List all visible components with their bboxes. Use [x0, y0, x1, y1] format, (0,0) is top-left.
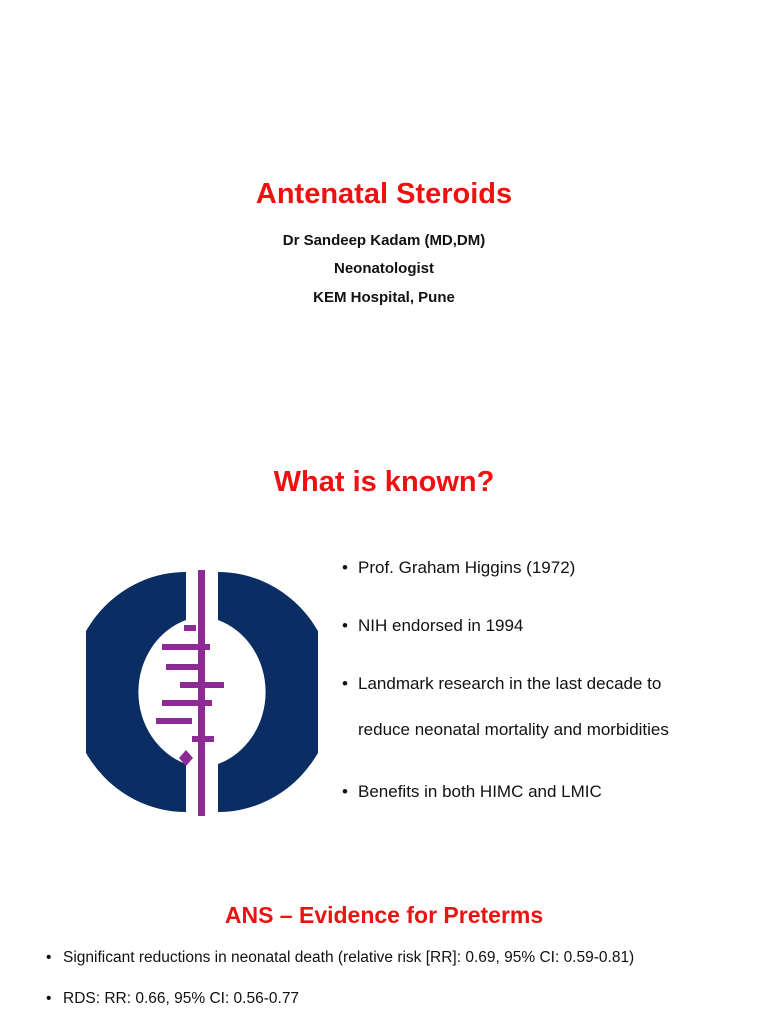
ans-evidence-slide — [0, 860, 768, 1024]
list-item: • Significant reductions in neonatal death (relative risk [RR]: 0.69, 95% CI: 0.59-0.81) — [46, 949, 635, 966]
list-item: • RDS: RR: 0.66, 95% CI: 0.56-0.77 — [46, 990, 300, 1007]
cochrane-logo-icon — [86, 568, 318, 818]
logo-plot-bar — [162, 700, 212, 706]
list-item: • Prof. Graham Higgins (1972) — [342, 558, 576, 577]
slide-title: ANS – Evidence for Preterms — [224, 902, 544, 928]
logo-ring-left — [86, 572, 186, 812]
logo-plot-bar — [156, 718, 192, 724]
author-role: Neonatologist — [334, 260, 434, 277]
list-item: • Benefits in both HIMC and LMIC — [342, 782, 602, 801]
author-affiliation: KEM Hospital, Pune — [313, 289, 455, 306]
what-is-known-slide — [0, 430, 768, 860]
list-item: • NIH endorsed in 1994 — [342, 616, 524, 635]
logo-ring-right — [218, 572, 318, 812]
logo-plot-bar — [162, 644, 210, 650]
logo-plot-bar — [166, 664, 202, 670]
bullet-list — [46, 949, 746, 1031]
title-slide — [0, 0, 768, 430]
logo-plot-bar — [192, 736, 214, 742]
logo-axis-line — [198, 570, 205, 816]
list-item: • Landmark research in the last decade to reduce neonatal mortality and morbidities — [342, 674, 669, 739]
slide-title: Antenatal Steroids — [255, 178, 513, 210]
slide-title: What is known? — [273, 466, 495, 498]
logo-plot-bar — [184, 625, 196, 631]
logo-plot-bar — [180, 682, 224, 688]
bullet-list — [342, 558, 752, 812]
author-name: Dr Sandeep Kadam (MD,DM) — [282, 232, 486, 249]
